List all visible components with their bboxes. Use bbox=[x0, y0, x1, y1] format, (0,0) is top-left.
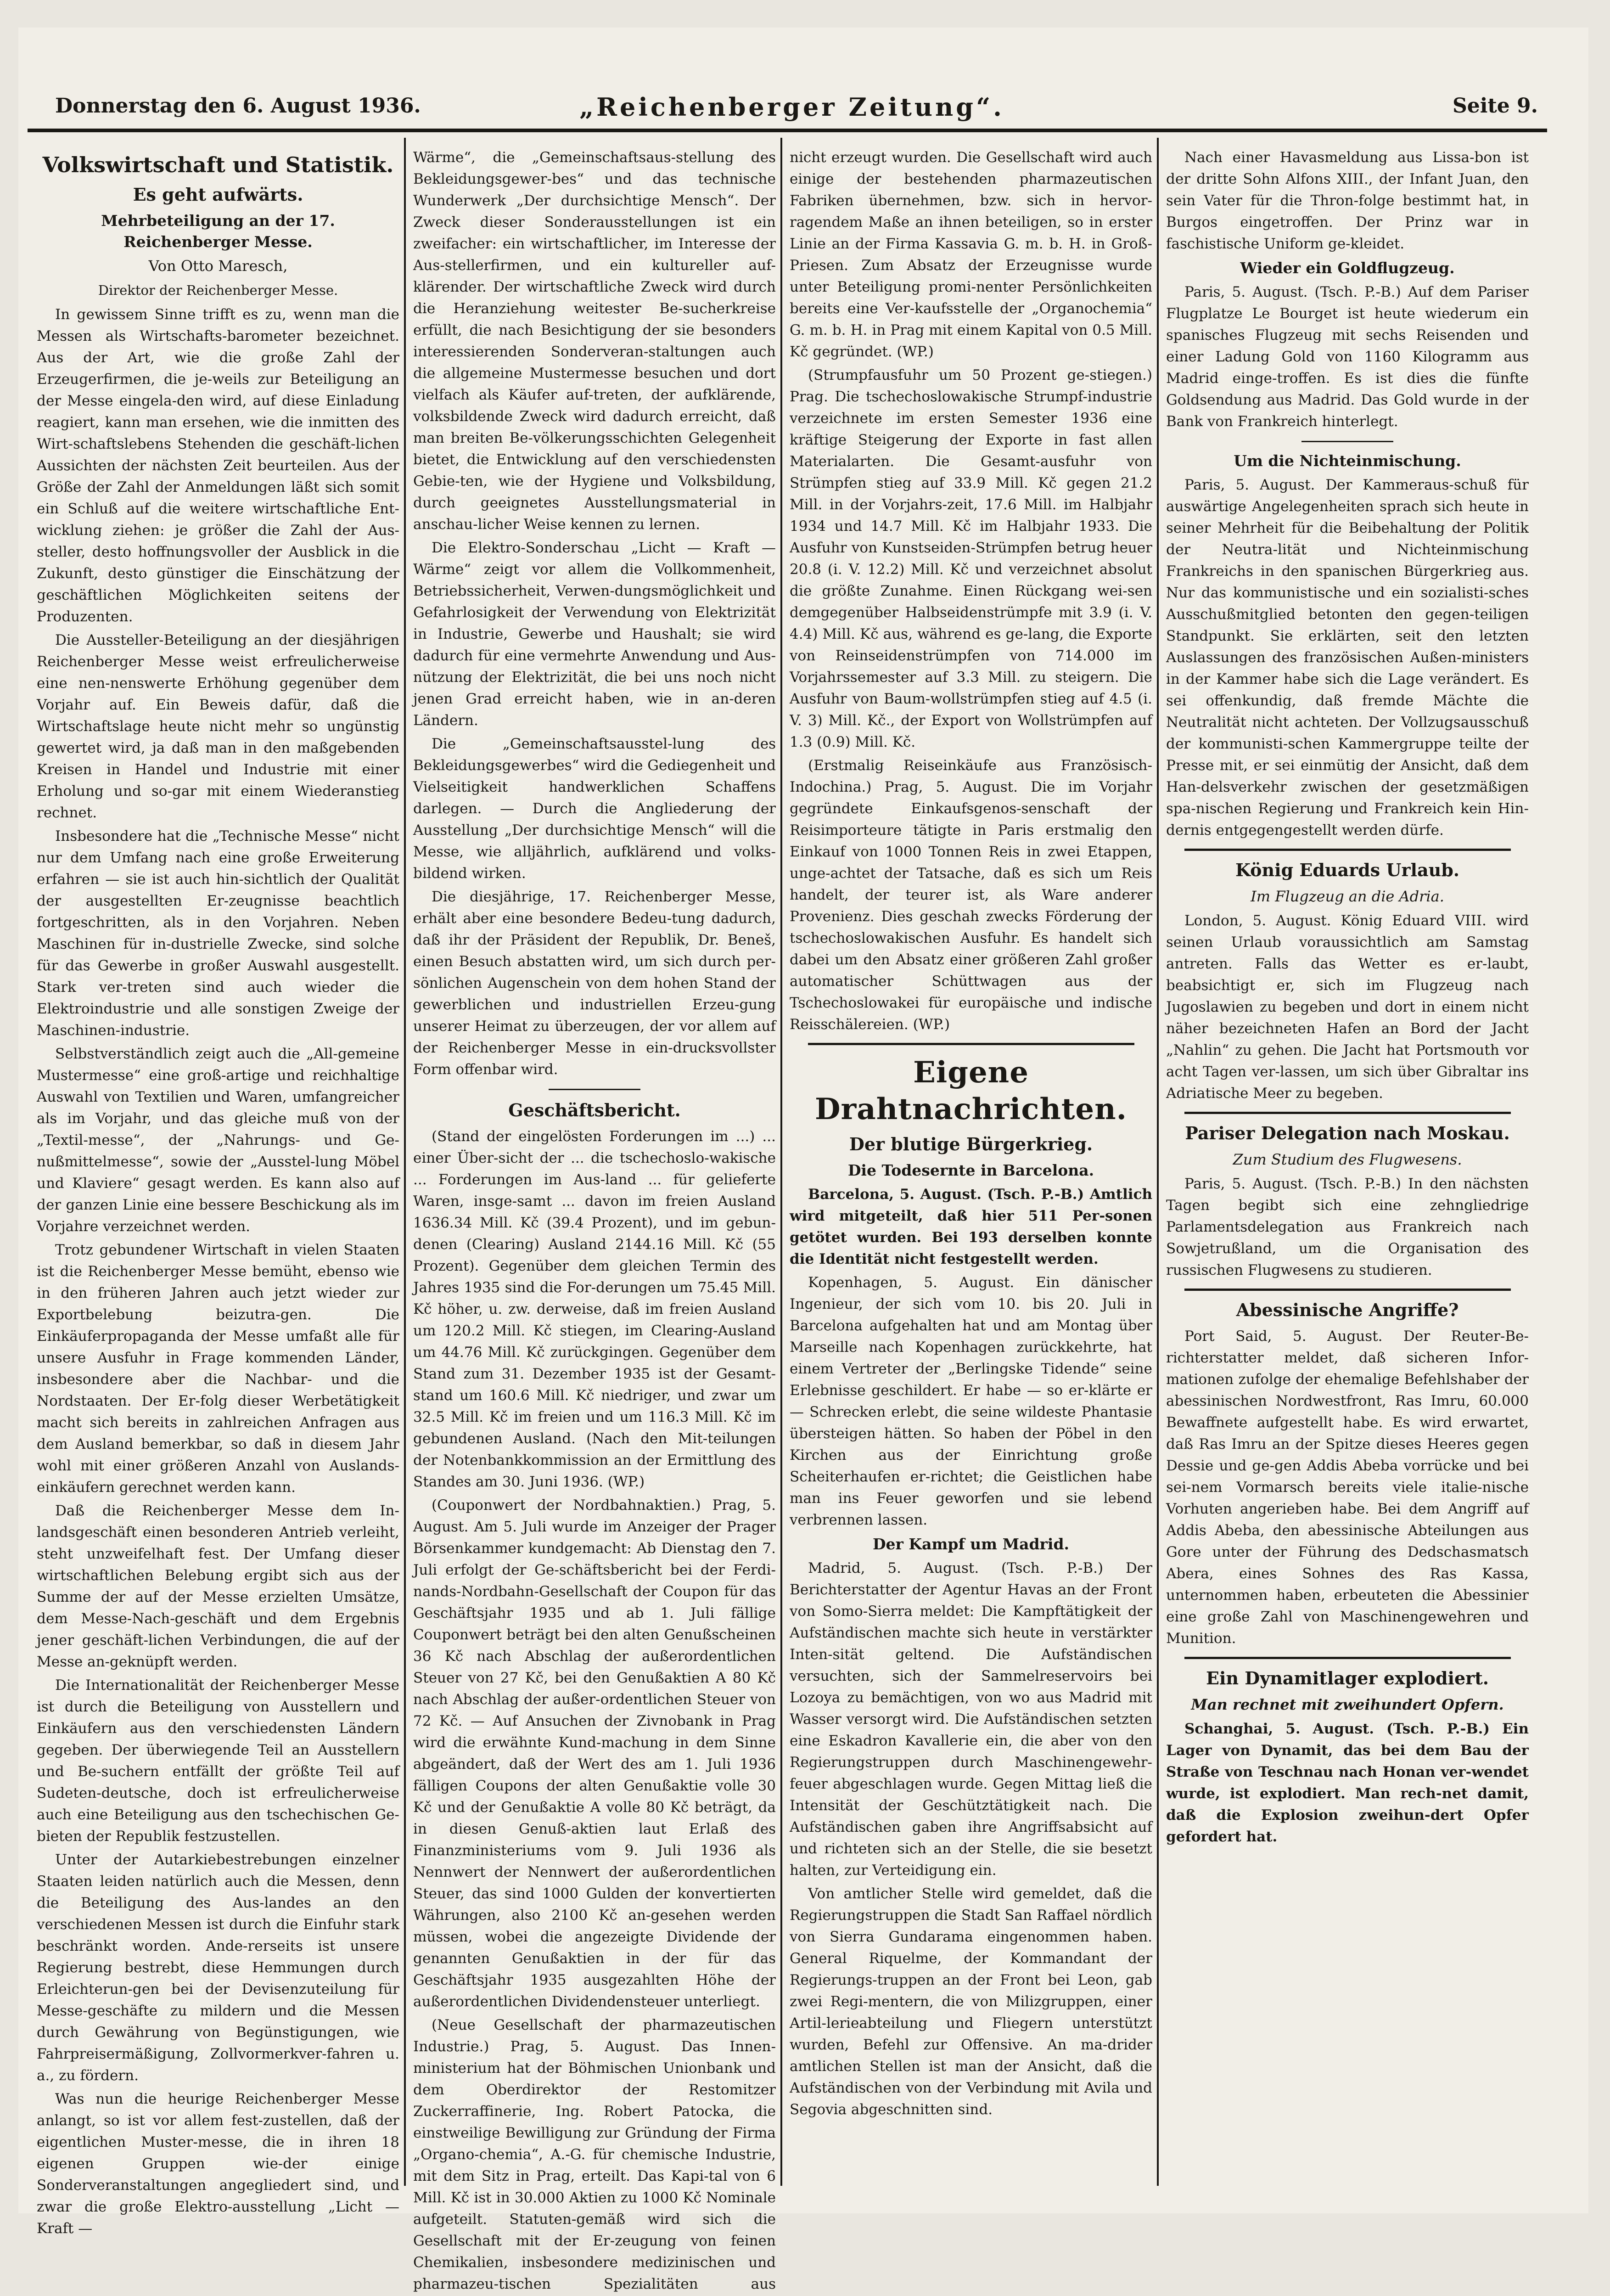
divider bbox=[549, 1089, 640, 1090]
article-subheadline: Der Kampf um Madrid. bbox=[872, 1535, 1070, 1553]
paragraph: Paris, 5. August. (Tsch. P.-B.) In den nächsten Tagen begibt sich eine zehngliedrige Parlamentsdelegation aus Frankreich nach Sowjetrußland, um die Organisation des russischen Flugwesens zu studieren. bbox=[1166, 1176, 1529, 1278]
paragraph: Kopenhagen, 5. August. Ein dänischer Ingenieur, der sich vom 10. bis 20. Juli in Barcelona aufgehalten hat und am Montag über Marseille nach Kopenhagen zurückkehrte, hat einem Vertreter der „Berlingske Tidende“ seine Erlebnisse geschildert. Er habe — so er-klärte er — Schrecken erlebt, die seine wildeste Phantasie übersteigen hätten. So haben der Pöbel in den Kirchen aus der Einrichtung große Scheiterhaufen er-richtet; die Geistlichen habe man ins Feuer geworfen und sie lebend verbrennen lassen. bbox=[790, 1274, 1152, 1528]
page-header bbox=[37, 76, 1547, 126]
article-headline: Pariser Delegation nach Moskau. bbox=[1185, 1123, 1510, 1143]
paragraph: Insbesondere hat die „Technische Messe“ nicht nur dem Umfang nach eine große Erweiterung erfahren — sie ist auch hin-sichtlich der Qualität der ausgestellten Er-zeugnisse beachtlich fortgeschritten, als in den Vorjahren. Neben Maschinen für in-dustrielle Zwecke, sind solche für das Gewerbe in großer Auswahl ausgestellt. Stark ver-treten sind auch wieder die Elektroindustrie und alle sonstigen Zweige der Maschinen-industrie. bbox=[37, 828, 399, 1039]
paragraph: Die Elektro-Sonderschau „Licht — Kraft — Wärme“ zeigt vor allem die Vollkommenheit, Betriebssicherheit, Verwen-dungsmöglichkeit und Gefahrlosigkeit der Verwendung von Elektrizität in Industrie, Gewerbe und Haushalt; sie wird dadurch für eine vermehrte Anwendung und Aus-nützung der Elektrizität, die bei uns noch nicht jenen Grad erreicht haben, wie in an-deren Ländern. bbox=[413, 540, 776, 729]
newspaper-title: „Reichenberger Zeitung“. bbox=[579, 92, 1004, 122]
paragraph: Paris, 5. August. Der Kammeraus-schuß für auswärtige Angelegenheiten sprach sich heute in seiner Mehrheit für die Beibehaltung der Politik der Neutra-lität und Nichteinmischung Frankreichs in den spanischen Bürgerkrieg aus. Nur das kommunistische und ein sozialisti-sches Ausschußmitglied betonten den gegen-teiligen Standpunkt. Sie erklärten, seit den letzten Auslassungen des französischen Außen-ministers in der Kammer habe sich die Lage verändert. Es sei offenkundig, daß fremde Mächte die Neutralität nicht achteten. Der Vollzugsausschuß der kommunisti-schen Kammergruppe teilte der Presse mit, er sei einmütig der Ansicht, daß dem Han-delsverkehr zwischen der gesetzmäßigen spa-nischen Regierung und Frankreich kein Hin-dernis entgegengestellt werden dürfe. bbox=[1166, 477, 1529, 838]
column-3 bbox=[790, 147, 1152, 2181]
paragraph: Die Internationalität der Reichenberger Messe ist durch die Beteiligung von Ausstellern und Einkäufern aus den verschiedensten Ländern gegeben. Der überwiegende Teil an Ausstellern und Be-suchern entfällt der größte Teil auf Sudeten-deutsche, doch ist erfreulicherweise auch eine Beteiligung aus den tschechischen Ge-bieten der Republik festzustellen. bbox=[37, 1677, 399, 1845]
divider bbox=[1184, 1657, 1511, 1659]
author-line: Von Otto Maresch, bbox=[148, 257, 288, 275]
paragraph: Von amtlicher Stelle wird gemeldet, daß die Regierungstruppen die Stadt San Raffael nördlich von Sierra Gundarama eingenommen haben. General Riquelme, der Kommandant der Regierungs-truppen an der Front bei Leon, gab zwei Regi-mentern, die von Milizgruppen, einer Artil-lerieabteilung und Fliegern unterstützt wurden, Befehl zur Offensive. An ma-drider amtlichen Stellen ist man der Ansicht, daß die Aufständischen von der Verbindung mit Avila und Segovia abgeschnitten sind. bbox=[790, 1885, 1152, 2118]
author-title: Direktor der Reichenberger Messe. bbox=[98, 282, 338, 298]
paragraph: Madrid, 5. August. (Tsch. P.-B.) Der Berichterstatter der Agentur Havas an der Front von Somo-Sierra meldet: Die Kampftätigkeit der Aufständischen machte sich heute in verstärkter Inten-sität geltend. Die Aufständischen versuchten, sich der Sammelreservoirs bei Lozoya zu bemächtigen, von wo aus Madrid mit Wasser versorgt wird. Die Aufständischen setzten eine Eskadron Kavallerie ein, die aber von den Regierungstruppen durch Maschinengewehr-feuer abgeschlagen wurde. Gegen Mittag ließ die Intensität der Geschütztätigkeit nach. Die Aufständischen gaben ihre Angriffsabsicht auf und richteten sich an der Stelle, die sie besetzt halten, zur Verteidigung ein. bbox=[790, 1560, 1152, 1879]
paragraph: Nach einer Havasmeldung aus Lissa-bon ist der dritte Sohn Alfons XIII., der Infant Juan, den sein Vater für die Thron-folge bestimmt hat, in Burgos eingetroffen. Der Prinz war in faschistische Uniform ge-kleidet. bbox=[1166, 149, 1529, 252]
paragraph: nicht erzeugt wurden. Die Gesellschaft wird auch einige der bestehenden pharmazeutischen Fabriken übernehmen, bzw. sich in hervor-ragendem Maße an ihnen beteiligen, so in erster Linie an der Firma Kassavia G. m. b. H. in Groß-Priesen. Zum Absatz der Erzeugnisse wurde unter Beteiligung promi-nenter Persönlichkeiten bereits eine Ver-kaufsstelle der „Organochemia“ G. m. b. H. in Prag mit einem Kapital von 0.5 Mill. Kč gegründet. (WP.) bbox=[790, 149, 1152, 360]
divider bbox=[1184, 1112, 1511, 1114]
paragraph: Die Aussteller-Beteiligung an der diesjährigen Reichenberger Messe weist erfreulicherweise eine nen-nenswerte Erhöhung gegenüber dem Vorjahr auf. Ein Beweis dafür, daß die Wirtschaftslage heute nicht mehr so ungünstig gewertet wird, ja daß man in den maßgebenden Kreisen in Handel und Industrie mit einer Erholung und so-gar mit einem Wiederanstieg rechnet. bbox=[37, 632, 399, 821]
paragraph: Paris, 5. August. (Tsch. P.-B.) Auf dem Pariser Flugplatze Le Bourget ist heute wiederum ein spanisches Flugzeug mit sechs Reisenden und einer Ladung Gold von 1160 Kilogramm aus Madrid einge-troffen. Es ist dies die fünfte Goldsendung aus Madrid. Das Gold wurde in der Bank von Frankreich hinterlegt. bbox=[1166, 284, 1529, 430]
paragraph: Wärme“, die „Gemeinschaftsaus-stellung des Bekleidungsgewer-bes“ und das technische Wunderwerk „Der durchsichtige Mensch“. Der Zweck dieser Sonderausstellungen ist ein zweifacher: ein wirtschaftlicher, im Interesse der Aus-stellerfirmen, und ein kultureller auf-klärender. Der wirtschaftliche Zweck wird durch die Heranziehung weitester Be-sucherkreise erfüllt, die nach Besichtigung der sie besonders interessierenden Sonderveran-staltungen auch die allgemeine Mustermesse besuchen und dort vielfach als Käufer auf-treten, der aufklärende, volksbildende Zweck wird dadurch erreicht, daß man breiten Be-völkerungsschichten Gelegenheit bietet, die Entwicklung auf den verschiedensten Gebie-ten, wie der Hygiene und Volksbildung, durch geeignetes Ausstellungsmaterial in anschau-licher Weise kennen zu lernen. bbox=[413, 149, 776, 533]
paragraph: London, 5. August. König Eduard VIII. wird seinen Urlaub voraussichtlich am Samstag antreten. Falls das Wetter es er-laubt, beabsichtigt er, sich im Flugzeug nach Jugoslawien zu begeben und dort in einem nicht näher bezeichneten Hafen an Bord der Jacht „Nahlin“ zu gehen. Die Jacht hat Portsmouth vor acht Tagen ver-lassen, um sich über Gibraltar ins Adriatische Meer zu begeben. bbox=[1166, 912, 1529, 1102]
paragraph: Port Said, 5. August. Der Reuter-Be-richterstatter meldet, daß sicheren Infor-mationen zufolge der ehemalige Befehlshaber der abessinischen Nordwestfront, Ras Imru, 60.000 Bewaffnete aufgestellt habe. Es wird erwartet, daß Ras Imru an der Spitze dieses Heeres gegen Dessie und ge-gen Addis Abeba vorrücke und bei sei-nem Vormarsch bereits viele italie-nische Vorhuten angerieben habe. Bei dem Angriff auf Addis Abeba, den abessinische Abteilungen aus Gore unter der Führung des Dedschasmatsch Abera, eines Sohnes des Ras Kassa, unternommen haben, erbeuteten die Abessinier eine große Zahl von Maschinengewehren und Munition. bbox=[1166, 1328, 1529, 1647]
paragraph: Unter der Autarkiebestrebungen einzelner Staaten leiden natürlich auch die Messen, denn die Beteiligung des Aus-landes an den verschiedenen Messen ist durch die Einfuhr stark beschränkt worden. Ande-rerseits ist unsere Regierung bestrebt, diese Hemmungen durch Erleichterun-gen bei der Devisenzuteilung für Messe-geschäfte zu mildern und die Messen durch Gewährung von Begünstigungen, wie Fahrpreisermäßigung, Zollvormerkver-fahren u. a., zu fördern. bbox=[37, 1851, 399, 2084]
header-rule bbox=[28, 129, 1547, 132]
column-1 bbox=[37, 147, 399, 2237]
article-headline: Ein Dynamitlager explodiert. bbox=[1206, 1668, 1489, 1688]
article-headline: Der blutige Bürgerkrieg. bbox=[849, 1134, 1093, 1154]
section-banner: Eigene Drahtnachrichten. bbox=[815, 1055, 1127, 1126]
divider bbox=[1184, 1289, 1511, 1291]
paragraph: Die diesjährige, 17. Reichenberger Messe, erhält aber eine besondere Bedeu-tung dadurch, daß ihr der Präsident der Republik, Dr. Beneš, einen Besuch abstatten wird, um sich durch per-sönlichen Augenschein von dem hohen Stand der gewerblichen und industriellen Erzeu-gung unserer Heimat zu überzeugen, der vor allem auf der Reichenberger Messe in ein-drucksvollster Form offenbar wird. bbox=[413, 889, 776, 1078]
paragraph: (Erstmalig Reiseinkäufe aus Französisch-Indochina.) Prag, 5. August. Die im Vorjahr gegründete Einkaufsgenos-senschaft der Reisimporteure tätigte in Paris erstmalig den Einkauf von 1000 Tonnen Reis in zwei Etappen, unge-achtet der Tatsache, daß es sich um Reis handelt, der teurer ist, als Ware anderer Provenienz. Dies geschah zwecks Förderung der tschechoslowakischen Ausfuhr. Es handelt sich dabei um den Absatz einer größeren Zahl großer automatischer Schüttwagen aus der Tschechoslowakei für europäische und indische Reisschälereien. (WP.) bbox=[790, 757, 1152, 1033]
column-rule bbox=[404, 138, 406, 2186]
article-headline: Wieder ein Goldflugzeug. bbox=[1240, 259, 1455, 277]
paragraph: Die „Gemeinschaftsausstel-lung des Bekleidungsgewerbes“ wird die Gediegenheit und Vielseitigkeit handwerklichen Schaffens darlegen. — Durch die Angliederung der Ausstellung „Der durchsichtige Mensch“ will die Messe, wie alljährlich, aufklärend und volks-bildend wirken. bbox=[413, 736, 776, 882]
paragraph: (Stand der eingelösten Forderungen im ...) ... einer Über-sicht der ... die tschechoslo-wakische ... Forderungen im Aus-land ... für gelieferte Waren, insge-samt ... davon im freien Ausland 1636.34 Mill. Kč (39.4 Prozent), und im gebun-denen (Clearing) Ausland 2144.16 Mill. Kč (55 Prozent). Gegenüber dem gleichen Termin des Jahres 1935 sind die For-derungen um 75.45 Mill. Kč höher, u. zw. derweise, daß im freien Ausland um 120.2 Mill. Kč stiegen, im Clearing-Ausland um 44.76 Mill. Kč zurückgingen. Gegenüber dem Stand zum 31. Dezember 1935 ist der Gesamt-stand um 160.6 Mill. Kč niedriger, und zwar um 32.5 Mill. Kč im freien und um 116.3 Mill. Kč im gebundenen Ausland. (Nach den Mit-teilungen der Notenbankkommission an der Ermittlung des Standes am 30. Juni 1936. (WP.) bbox=[413, 1128, 776, 1490]
article-subheadline: Mehrbeteiligung an der 17. Reichenberger Messe. bbox=[101, 212, 335, 251]
paragraph: Selbstverständlich zeigt auch die „All-gemeine Mustermesse“ eine groß-artige und reichhaltige Auswahl von Textilien und Waren, umfangreicher als im Vorjahr, und das gleiche muß von der „Textil-messe“, der „Nahrungs- und Ge-nußmittelmesse“, sowie der „Ausstel-lung Möbel und Klaviere“ gesagt werden. Es kann also auf der ganzen Linie eine bessere Beschickung als im Vorjahre verzeichnet werden. bbox=[37, 1046, 399, 1235]
article-subheadline: Zum Studium des Flugwesens. bbox=[1233, 1151, 1462, 1168]
article-subheadline: Man rechnet mit zweihundert Opfern. bbox=[1191, 1696, 1504, 1713]
section-headline: Geschäftsbericht. bbox=[508, 1100, 681, 1120]
article-headline: König Eduards Urlaub. bbox=[1235, 860, 1460, 880]
paragraph: (Strumpfausfuhr um 50 Prozent ge-stiegen.) Prag. Die tschechoslowakische Strumpf-industrie verzeichnete im ersten Semester 1936 eine kräftige Steigerung der Exporte in fast allen Materialarten. Die Gesamt-ausfuhr von Strümpfen stieg auf 33.9 Mill. Kč gegen 21.2 Mill. in der Vorjahrs-zeit, 17.6 Mill. im Halbjahr 1934 und 14.7 Mill. Kč im Halbjahr 1933. Die Ausfuhr von Kunstseiden-Strümpfen betrug heuer 20.8 (i. V. 12.2) Mill. Kč und verzeichnet absolut die größte Zunahme. Einen Rückgang wei-sen demgegenüber Halbseidenstrümpfe mit 3.9 (i. V. 4.4) Mill. Kč aus, während es ge-lang, die Exporte von Reinseidenstrümpfen von 714.000 im Vorjahrssemester auf 3.3 Mill. zu steigern. Die Ausfuhr von Baum-wollstrümpfen stieg auf 4.5 (i. V. 3) Mill. Kč., der Export von Wollstrümpfen auf 1.3 (0.9) Mill. Kč. bbox=[790, 367, 1152, 750]
paragraph: Was nun die heurige Reichenberger Messe anlangt, so ist vor allem fest-zustellen, daß der eigentlichen Muster-messe, die in ihren 18 eigenen Gruppen wie-der einige Sonderveranstaltungen angegliedert sind, und zwar die große Elektro-ausstellung „Licht — Kraft — bbox=[37, 2091, 399, 2237]
article-headline: Abessinische Angriffe? bbox=[1236, 1300, 1459, 1320]
column-2 bbox=[413, 147, 776, 2292]
paragraph: In gewissem Sinne trifft es zu, wenn man die Messen als Wirtschafts-barometer bezeichnet. Aus der Art, wie die große Zahl der Erzeugerfirmen, die je-weils zur Beteiligung an der Messe eingela-den wird, auf diese Einladung reagiert, kann man ersehen, wie die inmitten des Wirt-schaftslebens Stehenden die geschäft-lichen Aussichten der nächsten Zeit beurteilen. Aus der Größe der Zahl der Anmeldungen läßt sich somit ein Schluß auf die weitere wirtschaftliche Ent-wicklung ziehen: je größer die Zahl der Aus-steller, desto hoffnungsvoller der Ausblick in die Zukunft, desto günstiger die Einschätzung der geschäftlichen Möglichkeiten seitens der Produzenten. bbox=[37, 306, 399, 625]
paragraph: Schanghai, 5. August. (Tsch. P.-B.) Ein Lager von Dynamit, das bei dem Bau der Straße von Teschnau nach Honan ver-wendet wurde, ist explodiert. Man rech-net damit, daß die Explosion zweihun-dert Opfer gefordert hat. bbox=[1166, 1721, 1529, 1845]
divider bbox=[1184, 849, 1511, 851]
paragraph: Daß die Reichenberger Messe dem In-landsgeschäft einen besonderen Antrieb verleiht, steht unzweifelhaft fest. Der Umfang dieser wirtschaftlichen Belebung ergibt sich aus der Summe der auf der Messe erzielten Umsätze, dem Messe-Nach-geschäft und dem Ergebnis jener geschäft-lichen Verbindungen, die auf der Messe an-geknüpft werden. bbox=[37, 1503, 399, 1670]
divider bbox=[1301, 441, 1393, 442]
paragraph: (Couponwert der Nordbahnaktien.) Prag, 5. August. Am 5. Juli wurde im Anzeiger der Prager Börsenkammer kundgemacht: Ab Dienstag den 7. Juli erfolgt der Ge-schäftsbericht bei der Ferdi-nands-Nordbahn-Gesellschaft der Coupon für das Geschäftsjahr 1935 und ab 1. Juli fällige Couponwert beträgt bei den alten Genußscheinen 36 Kč nach Abschlag der außerordentlichen Steuer von 27 Kč, bei den Genußaktien A 80 Kč nach Abschlag der außer-ordentlichen Steuer von 72 Kč. — Auf Ansuchen der Zivnobank in Prag wird die erwähnte Kund-machung in dem Sinne abgeändert, daß der Wert des am 1. Juli 1936 fälligen Coupons der alten Genußaktie volle 30 Kč und der Genußaktie A volle 80 Kč beträgt, da in diesen Genuß-aktien laut Erlaß des Finanzministeriums vom 9. Juli 1936 als Nennwert der Nennwert der außerordentlichen Steuer, das sind 1000 Gulden der konvertierten Währungen, also 2100 Kč an-gesehen werden müssen, wobei die angezeigte Dividende der genannten Genußaktien in der für das Geschäftsjahr 1935 ausgezahlten Höhe der außerordentlichen Dividendensteuer unterliegt. bbox=[413, 1497, 776, 2010]
column-rule bbox=[780, 138, 782, 2186]
section-title: Volkswirtschaft und Statistik. bbox=[42, 152, 394, 177]
paragraph: Barcelona, 5. August. (Tsch. P.-B.) Amtlich wird mitgeteilt, daß hier 511 Per-sonen getötet wurden. Bei 193 derselben konnte die Identität nicht festgestellt werden. bbox=[790, 1186, 1152, 1267]
article-subheadline: Die Todesernte in Barcelona. bbox=[847, 1161, 1094, 1179]
column-rule bbox=[1157, 138, 1159, 2186]
column-4 bbox=[1166, 147, 1529, 2181]
paragraph: (Neue Gesellschaft der pharmazeutischen Industrie.) Prag, 5. August. Das Innen-ministerium hat der Böhmischen Unionbank und dem Oberdirektor der Restomitzer Zuckerraffinerie, Ing. Robert Patocka, die einstweilige Bewilligung zur Gründung der Firma „Organo-chemia“, A.-G. für chemische Industrie, mit dem Sitz in Prag, erteilt. Das Kapi-tal von 6 Mill. Kč ist in 30.000 Aktien zu 1000 Kč Nominale aufgeteilt. Statuten-gemäß wird sich die Gesellschaft mit der Er-zeugung von feinen Chemikalien, insbesondere medizinischen und pharmazeu-tischen Spezialitäten aus bbox=[413, 2017, 776, 2292]
article-headline: Um die Nichteinmischung. bbox=[1234, 452, 1461, 470]
divider bbox=[808, 1043, 1134, 1045]
article-headline: Es geht aufwärts. bbox=[133, 184, 303, 205]
paragraph: Trotz gebundener Wirtschaft in vielen Staaten ist die Reichenberger Messe bemüht, ebenso wie in den früheren Jahren auch jetzt wieder zur Exportbelebung beizutra-gen. Die Einkäuferpropaganda der Messe umfaßt alle für unsere Ausfuhr in Frage kommenden Länder, insbesondere aber die Nachbar- und die Nordstaaten. Der Er-folg dieser Werbetätigkeit macht sich bereits in zahlreichen Anfragen aus dem Ausland bemerkbar, so daß in diesem Jahr wohl mit einer größeren Anzahl von Auslands-einkäufern gerechnet werden kann. bbox=[37, 1242, 399, 1496]
article-subheadline: Im Flugzeug an die Adria. bbox=[1251, 888, 1444, 905]
page-number: Seite 9. bbox=[1452, 94, 1538, 118]
issue-date: Donnerstag den 6. August 1936. bbox=[55, 94, 421, 118]
